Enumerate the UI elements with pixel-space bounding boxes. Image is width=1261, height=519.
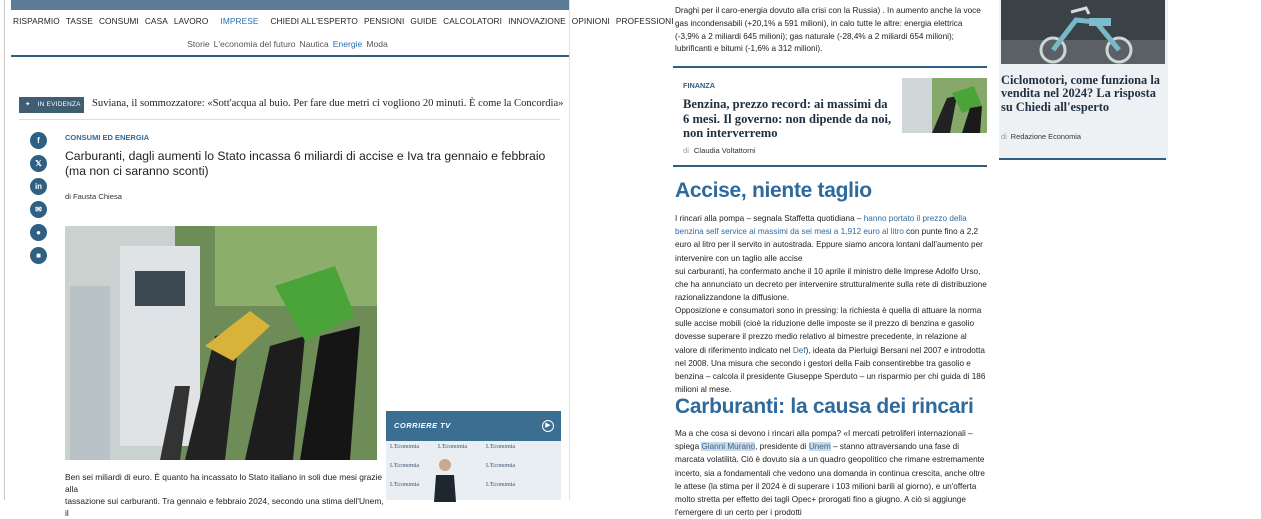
video-widget[interactable] [386, 411, 561, 500]
header-bar [11, 0, 569, 10]
highlighted-link[interactable]: Unem [808, 442, 831, 452]
section-heading: Carburanti: la causa dei rincari [675, 395, 974, 418]
paragraph-text: con punte fino a 2,2 euro al litro per il servito in autostrada. Eppure siamo ancora lontani dall'aumento per intervenire con un taglio alle accise [675, 227, 983, 263]
paragraph-text: , presidente di [755, 442, 809, 452]
related-byline [683, 146, 756, 155]
paragraph-text: – stanno attraversando una fase di marcata volatilità. Ciò è dovuto sia a un quadro geopolitico che rimane estremamente incerto, sia a fondamentali che vedono una domanda in continua crescita, anche oltre le attese (la stima per il 2024 è di superare i 103 milioni barili al giorno), e un'offerta molto stretta per effetto dei tagli Opec+ prorogati fino a giugno. A ciò si aggiunge l'emergere di un certo per i prodotti [675, 442, 985, 518]
article-paragraph [675, 212, 989, 265]
nav-item-calcolatori[interactable]: CALCOLATORI [443, 16, 503, 26]
subnav-item-storie[interactable]: Storie [187, 39, 210, 49]
nav-item-consumi[interactable]: CONSUMI [98, 16, 139, 26]
nav-item-casa[interactable]: CASA [144, 16, 168, 26]
mail-icon[interactable]: ✉ [30, 201, 47, 218]
video-logo-text: L'Economia [486, 444, 516, 450]
nav-item-professioni[interactable]: PROFESSIONI [615, 16, 674, 26]
nav-item-guide[interactable]: GUIDE [410, 16, 438, 26]
article-paragraph: sui carburanti, ha confermato anche il 10 aprile il ministro delle Imprese Adolfo Urso, che ha annunciato un decreto per intervenire strutturalmente sulla rete di distribuzione razionalizzandone la diffusione. [675, 267, 987, 303]
sidebar-card-divider [999, 158, 1166, 160]
ticker-bar[interactable] [19, 94, 564, 120]
sidebar-card-title[interactable]: Ciclomotori, come funziona la vendita nel 2024? La risposta su Chiedi all'esperto [1001, 73, 1160, 114]
video-logo-text: L'Economia [390, 444, 420, 450]
header-divider [11, 55, 569, 57]
article-body-line: tassazione sui carburanti. Tra gennaio e febbraio 2024, secondo una stima dell'Unem, il [65, 496, 384, 518]
related-kicker[interactable]: FINANZA [683, 81, 716, 90]
article-kicker[interactable]: CONSUMI ED ENERGIA [65, 133, 150, 142]
nav-item-chiedi-all-esperto[interactable]: CHIEDI ALL'ESPERTO [270, 16, 358, 26]
article-title: Carburanti, dagli aumenti lo Stato incassa 6 miliardi di accise e Iva tra gennaio e febbraio (ma non ci saranno sconti) [65, 149, 546, 178]
ticker-headline[interactable]: Suviana, il sommozzatore: «Sott'acqua al buio. Per fare due metri ci vogliono 20 minuti. È come la Concordia» [92, 98, 564, 109]
bookmark-icon[interactable]: ■ [30, 247, 47, 264]
facebook-icon[interactable]: f [30, 132, 47, 149]
paragraph-text: I rincari alla pompa – segnala Staffetta quotidiana – [675, 214, 864, 223]
related-thumbnail[interactable] [902, 78, 987, 133]
byline-prefix: di [683, 146, 689, 155]
paragraph-text: Opposizione e consumatori sono in pressing: la richiesta è quella di attuare la norma sulle accise mobili (cioè la riduzione delle imposte se il prezzo di benzina e gasolio dovesse superare il prezzo medio relativo al bimestre precedente, in relazione al valore di riferimento indicato nel [675, 306, 982, 355]
article-byline: di Fausta Chiesa [65, 192, 122, 201]
comment-icon[interactable]: ● [30, 224, 47, 241]
nav-item-opinioni[interactable]: OPINIONI [571, 16, 610, 26]
linkedin-icon[interactable]: in [30, 178, 47, 195]
main-nav [13, 16, 674, 30]
play-icon[interactable]: ▶ [542, 420, 554, 432]
video-brand: CORRIERE TV [394, 421, 451, 430]
article-paragraph [675, 427, 989, 519]
paragraph-text: Ma a che cosa si devono i rincari alla pompa? «I mercati petroliferi internazionali – spiega [675, 429, 973, 452]
speaker-figure [434, 457, 456, 502]
subnav-item-moda[interactable]: Moda [366, 39, 388, 49]
sub-nav [0, 39, 575, 49]
article-body-intro [65, 471, 385, 519]
nav-item-pensioni[interactable]: PENSIONI [363, 16, 405, 26]
article-body-line: Ben sei miliardi di euro. È quanto ha incassato lo Stato italiano in soli due mesi grazie alla [65, 472, 383, 494]
nav-item-imprese[interactable]: IMPRESE [220, 16, 259, 26]
video-logo-text: L'Economia [390, 482, 420, 488]
byline-author: Claudia Voltattorni [693, 146, 756, 155]
related-divider-bottom [673, 165, 987, 167]
nav-item-lavoro[interactable]: LAVORO [173, 16, 209, 26]
nav-item-risparmio[interactable]: RISPARMIO [13, 16, 60, 26]
section-heading: Accise, niente taglio [675, 179, 872, 202]
article-paragraph: Draghi per il caro-energia dovuto alla crisi con la Russia) . In aumento anche la voce gas incondensabili (+20,1% a 591 milioni), in calo tutte le altre: energia elettrica (-3,9% a 2 miliardi 645 milioni); gas naturale (-28,4% a 2 miliardi 654 milioni); lubrificanti e bitumi (-1,6% a 312 milioni). [675, 6, 981, 54]
x-icon[interactable]: 𝕏 [30, 155, 47, 172]
sidebar-card-byline [1001, 132, 1081, 141]
byline-prefix: di [1001, 132, 1007, 141]
paragraph-text: ), ideata da Pierluigi Bersani nel 2007 e introdotta nel 2008. Una misura che secondo i gestori della Faib consentirebbe tra gasolio e benzina – calcola il presidente Giuseppe Sperduto – un risparmio per chi guida di 186 milioni al mese. [675, 345, 986, 395]
ticker-badge [19, 97, 84, 113]
nav-item-innovazione[interactable]: INNOVAZIONE [508, 16, 566, 26]
related-article-title[interactable]: Benzina, prezzo record: ai massimi da 6 mesi. Il governo: non dipende da noi, non interverremo [683, 97, 892, 140]
ticker-badge-label: IN EVIDENZA [37, 101, 81, 108]
subnav-item-l-economia-del-futuro[interactable]: L'economia del futuro [213, 39, 296, 49]
video-logo-text: L'Economia [438, 444, 468, 450]
video-logo-text: L'Economia [390, 463, 420, 469]
article-paragraph [675, 304, 989, 396]
video-logo-text: L'Economia [486, 463, 516, 469]
video-logo-text: L'Economia [486, 482, 516, 488]
inline-link[interactable]: Def [792, 345, 806, 355]
subnav-item-nautica[interactable]: Nautica [299, 39, 329, 49]
subnav-item-energie[interactable]: Energie [332, 39, 363, 49]
byline-author: Redazione Economia [1010, 132, 1082, 141]
moped-photo[interactable] [1001, 0, 1165, 64]
fuel-pump-photo [65, 226, 377, 460]
highlighted-link[interactable]: Gianni Murano [701, 442, 756, 452]
inline-link[interactable]: hanno portato il prezzo della benzina self service ai massimi da sei mesi a 1,912 euro al litro [675, 214, 967, 237]
video-thumbnail[interactable] [386, 441, 561, 500]
pin-icon: ✦ [25, 101, 31, 108]
video-header [386, 411, 561, 441]
nav-item-tasse[interactable]: TASSE [65, 16, 93, 26]
related-divider-top [673, 66, 987, 68]
